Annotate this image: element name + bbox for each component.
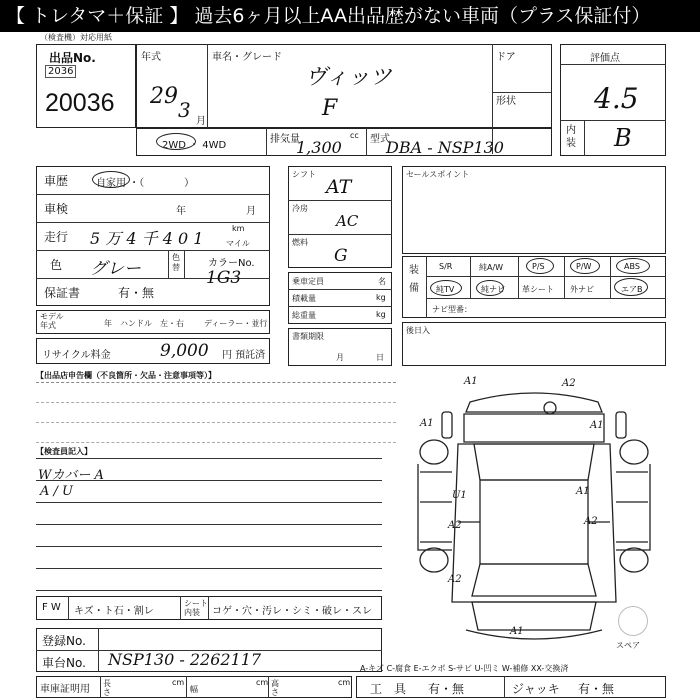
left-side-panel [418, 464, 452, 550]
mark-front-left: A2 [448, 574, 462, 585]
rear-window [474, 444, 594, 480]
mark-left-door: U1 [452, 490, 467, 501]
dealer-label: ディーラー・並行 [204, 319, 268, 328]
right-side-panel [616, 464, 650, 550]
warranty-options: 有・無 [118, 286, 155, 300]
score-label: 評価点 [590, 53, 620, 64]
model-year-unit: 年 [104, 319, 112, 328]
mileage-mile: マイル [226, 239, 250, 248]
inspector-note-1: Wカバー A [38, 468, 104, 483]
shift-label: シフト [292, 170, 316, 179]
doc-month: 月 [336, 353, 344, 362]
report-title: 【出品店申告欄（不良箇所・欠品・注意事項等）】 [36, 371, 216, 380]
drive-circle [156, 133, 196, 150]
front-bumper [466, 630, 602, 639]
recycle-label: リサイクル料金 [42, 350, 111, 361]
equip-ps-circle [526, 258, 554, 274]
equip-tv: 純TV [436, 285, 455, 294]
front-right-wheel [620, 548, 648, 572]
capacity-unit: 名 [378, 277, 386, 286]
equip-pw: P/W [576, 262, 592, 271]
handle-label: ハンドル 左・右 [120, 319, 184, 328]
rear-right-lamp [616, 412, 626, 438]
load-unit: kg [376, 293, 386, 302]
month-value: 3 [178, 98, 191, 122]
month-unit: 月 [196, 116, 206, 127]
banner: 【 トレタマ＋保証 】 過去6ヶ月以上AA出品歴がない車両（プラス保証付） [0, 0, 700, 32]
score-value: 4.5 [594, 82, 639, 115]
equip-extnav: 外ナビ [570, 285, 594, 294]
displacement-label: 排気量 [270, 134, 300, 145]
spare-label: スペア [616, 641, 640, 650]
weight-unit: kg [376, 310, 386, 319]
rear-right-wheel [620, 440, 648, 464]
capacity-label: 乗車定員 [292, 277, 324, 286]
mileage-value: 5 万 4 千 4 0 1 [90, 229, 204, 248]
equip-airbag-circle [614, 278, 648, 296]
ac-label: 冷房 [292, 204, 308, 213]
mark-left-front-door: A2 [448, 520, 462, 531]
equip-alloy: 純A/W [479, 263, 504, 272]
history-label: 車歴 [44, 174, 69, 188]
seat-label: シート内装 [184, 599, 208, 617]
subtitle: （検査機）対応用紙 [40, 33, 112, 42]
equip-sr: S/R [439, 262, 453, 271]
equip-label: 装備 [409, 265, 419, 294]
interior-label: 内装 [566, 125, 576, 149]
color-no-value: 1G3 [206, 268, 242, 288]
jack-options: 有・無 [578, 682, 615, 696]
equip-nav: 純ナビ [481, 285, 505, 294]
mark-front-bumper: A1 [510, 626, 524, 637]
postinput-box [402, 322, 666, 366]
equip-pw-circle [570, 258, 600, 274]
nav-label: ナビ型番： [432, 305, 472, 314]
lot-label: 出品No. [49, 51, 96, 65]
mark-left-quarter: A1 [420, 418, 434, 429]
shift-value: AT [326, 176, 352, 198]
name-label: 車名・グレード [212, 52, 282, 63]
reg-label: 登録No. [42, 634, 86, 648]
model-label: 型式 [370, 134, 390, 145]
cert-cm-1: cm [172, 678, 185, 687]
damage-legend: A-キズ C-腐食 E-エクボ S-サビ U-凹ミ W-補修 XX-交換済 [360, 664, 569, 673]
equip-leather: 革シート [522, 285, 554, 294]
displacement-unit: cc [350, 131, 359, 140]
doc-label: 書類期限 [292, 332, 324, 341]
chassis-value: NSP130 - 2262117 [108, 650, 262, 669]
recycle-value: 9,000 [160, 341, 209, 361]
year-value: 29 [150, 84, 178, 109]
mark-right-rear-door: A1 [576, 486, 590, 497]
jack-label: ジャッキ [512, 682, 560, 696]
warranty-label: 保証書 [44, 286, 81, 300]
interior-value: B [614, 124, 632, 152]
car-name: ヴィッツ [305, 65, 392, 90]
hood [472, 602, 596, 630]
displacement-value: 1,300 [296, 138, 342, 157]
grade: F [322, 96, 338, 121]
drive-options: 2WD ・ 4WD [162, 140, 227, 151]
fuel-label: 燃料 [292, 238, 308, 247]
equip-abs-circle [616, 258, 650, 274]
sales-label: セールスポイント [406, 170, 470, 179]
rear-bumper [466, 393, 602, 412]
fw-label: F W [42, 602, 61, 613]
inspector-note-2: A / U [40, 484, 73, 499]
color-change-label: 色替 [172, 253, 180, 272]
model-year-label: モデル年式 [40, 312, 64, 330]
lot-box [36, 44, 136, 128]
trunk [464, 414, 604, 442]
history-circle [92, 171, 130, 188]
cert-cm-2: cm [256, 678, 269, 687]
mileage-label: 走行 [44, 230, 69, 244]
lot-small: 2036 [45, 65, 76, 78]
cert-width: 幅 [190, 685, 198, 694]
year-label: 年式 [141, 52, 161, 63]
fw-items: キズ・ト石・割レ [74, 606, 154, 617]
equip-abs: ABS [624, 262, 640, 271]
color-label: 色 [50, 258, 63, 272]
load-label: 積載量 [292, 294, 316, 303]
model-value: DBA - NSP130 [386, 138, 504, 157]
equip-airbag: エアB [621, 285, 643, 294]
inspection-label: 車検 [44, 202, 69, 216]
doc-day: 日 [376, 353, 384, 362]
windshield [472, 564, 596, 596]
ac-value: AC [336, 212, 359, 230]
equip-ps: P/S [532, 262, 545, 271]
equip-nav-circle [476, 280, 504, 296]
seat-items: コゲ・穴・汚レ・シミ・破レ・スレ [212, 606, 372, 617]
door-label: ドア [496, 52, 516, 63]
equip-tv-circle [430, 280, 462, 296]
mark-right-front-door: A2 [584, 516, 598, 527]
front-left-wheel [420, 548, 448, 572]
roof [480, 480, 588, 564]
lot-number: 20036 [45, 89, 115, 117]
tools-options: 有・無 [428, 682, 465, 696]
shape-label: 形状 [496, 96, 516, 107]
inspection-year: 年 [176, 206, 186, 217]
rear-left-lamp [442, 412, 452, 438]
tools-label: 工 具 [370, 682, 407, 696]
mark-rear-left: A1 [464, 376, 478, 387]
postinput-label: 後日入 [406, 326, 430, 335]
fuel-value: G [334, 246, 348, 266]
cert-height: 高さ [271, 679, 279, 697]
color-no-label: カラーNo. [208, 258, 255, 269]
mark-rear-right: A2 [562, 378, 576, 389]
spare-tire-icon [618, 606, 648, 636]
rear-left-wheel [420, 440, 448, 464]
cert-cm-3: cm [338, 678, 351, 687]
cert-label: 車庫証明用 [40, 684, 90, 695]
inspector-title: 【検査員記入】 [36, 447, 92, 456]
recycle-unit: 円 預託済 [222, 350, 266, 361]
inspection-month: 月 [246, 206, 256, 217]
history-options: 自家用 ・（ ） [96, 178, 195, 189]
mileage-km: km [232, 224, 245, 233]
cert-length: 長さ [103, 679, 111, 697]
chassis-label: 車台No. [42, 656, 86, 670]
color-value: グレー [90, 259, 141, 279]
weight-label: 総重量 [292, 311, 316, 320]
mark-right-quarter: A1 [590, 420, 604, 431]
